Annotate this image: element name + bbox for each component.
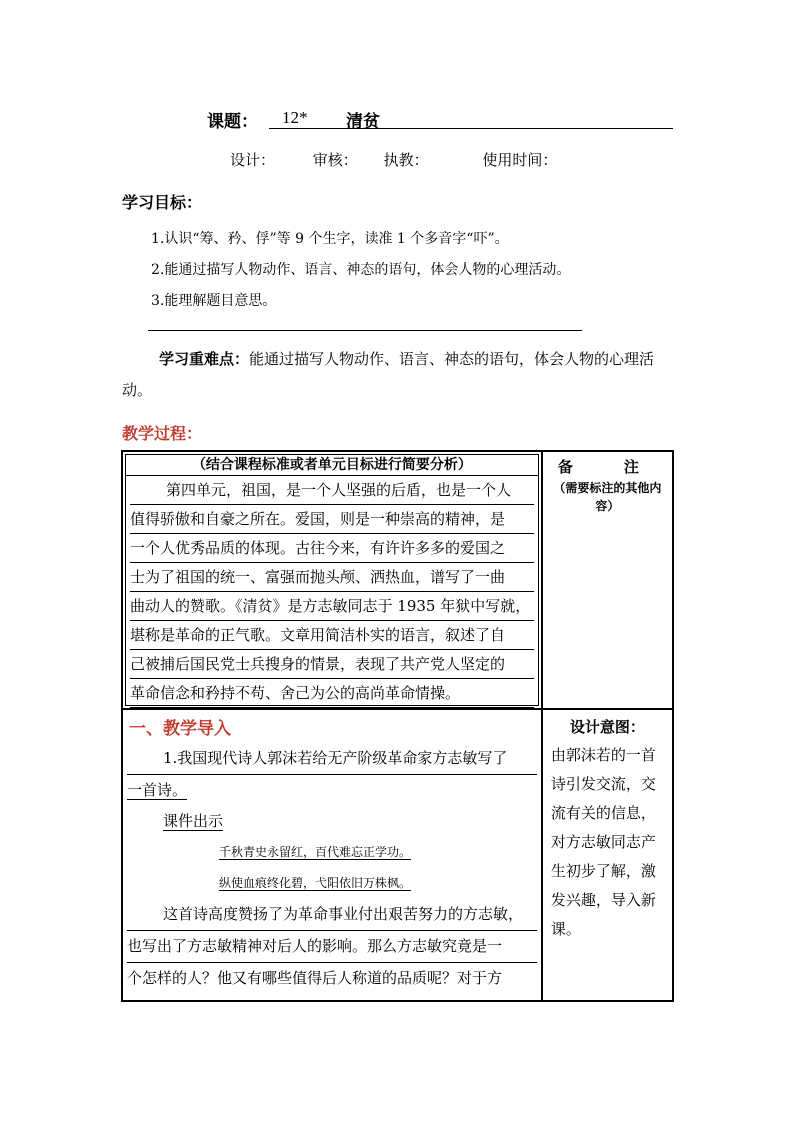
design-line: 由郭沫若的一首 [550, 746, 656, 764]
analysis-cell [122, 451, 542, 709]
section1-more-line: 个怎样的人？他又有哪些值得后人称道的品质呢？对于方 [127, 969, 503, 987]
analysis-line: 堪称是革命的正气歌。文章用简洁朴实的语言，叙述了自 [130, 621, 534, 650]
process-heading: 教学过程： [122, 424, 203, 443]
section1-line: 一首诗。 [127, 781, 188, 799]
analysis-line: 第四单元，祖国，是一个人坚强的后盾，也是一个人 [130, 476, 534, 505]
section1-line-wrap [127, 775, 537, 806]
poem-line-1-row [127, 837, 537, 868]
remarks-title: 备 注 [557, 458, 657, 476]
key-points-label: 学习重难点： [159, 350, 250, 368]
section1-title: 一、教学导入 [129, 719, 231, 739]
design-line: 对方志敏同志产 [550, 833, 656, 851]
design-line: 流有关的信息， [550, 804, 656, 822]
section1-more-line: 也写出了方志敏精神对后人的影响。那么方志敏究竟是一 [127, 931, 537, 963]
design-line: 生初步了解，激 [550, 862, 656, 880]
section1-line: 1.我国现代诗人郭沫若给无产阶级革命家方志敏写了 [127, 743, 537, 775]
remarks-note: （需要标注的其他内容） [553, 481, 662, 513]
divider [148, 330, 582, 331]
design-line: 诗引发交流，交 [550, 775, 656, 793]
section1-cell [122, 709, 542, 1001]
design-body [543, 737, 672, 948]
analysis-title: （结合课程标准或者单元目标进行简要分析） [126, 455, 538, 476]
objective-item-2: 2.能通过描写人物动作、语言、神态的语句，体会人物的心理活动。 [151, 262, 571, 278]
lesson-number: 12* [282, 108, 308, 127]
analysis-line: 革命信念和矜持不苟、舍己为公的高尚革命情操。 [130, 679, 534, 708]
title-label: 课题： [207, 112, 258, 132]
key-points-text: 能通过描写人物动作、语言、神态的语句，体会人物的心理活动。 [122, 350, 655, 399]
design-line: 发兴趣，导入新 [550, 891, 656, 909]
lesson-name: 清贫 [346, 112, 380, 132]
design-label: 设计： [230, 151, 276, 169]
objective-item-3: 3.能理解题目意思。 [151, 293, 277, 309]
remarks-cell [542, 451, 673, 709]
poem-line: 纵使血痕终化碧，弋阳依旧万株枫。 [219, 876, 412, 890]
design-line: 课。 [550, 920, 581, 938]
objectives-heading: 学习目标： [122, 193, 203, 212]
analysis-box [125, 454, 539, 706]
design-cell [542, 709, 673, 1001]
poem-line: 千秋青史永留红，百代难忘正学功。 [219, 845, 412, 859]
section1-more-line: 这首诗高度赞扬了为革命事业付出艰苦努力的方志敏， [127, 899, 537, 931]
analysis-line: 一个人优秀品质的体现。古往今来，有许许多多的爱国之 [130, 534, 534, 563]
analysis-line: 曲动人的赞歌。《清贫》是方志敏同志于 1935 年狱中写就， [130, 592, 534, 621]
analysis-line: 士为了祖国的统一、富强而抛头颅、洒热血，谱写了一曲 [130, 563, 534, 592]
analysis-line: 己被捕后国民党士兵搜身的情景，表现了共产党人坚定的 [130, 650, 534, 679]
courseware-row [127, 806, 537, 837]
design-title: 设计意图： [569, 718, 645, 736]
teach-label: 执教： [383, 151, 429, 169]
key-points [122, 344, 674, 406]
meta-line [230, 149, 557, 170]
review-label: 审核： [312, 151, 358, 169]
process-table [121, 450, 674, 1002]
analysis-paragraph [126, 476, 538, 708]
lesson-title [207, 107, 673, 132]
courseware-label: 课件出示 [163, 812, 224, 830]
analysis-line: 值得骄傲和自豪之所在。爱国，则是一种崇高的精神，是 [130, 505, 534, 534]
poem-line-2-row [127, 868, 537, 899]
objective-item-1: 1.认识“筹、矜、俘”等 9 个生字，读准 1 个多音字“吓”。 [151, 231, 509, 247]
time-label: 使用时间： [482, 151, 558, 169]
section1-paragraph [123, 743, 541, 994]
title-underline [269, 128, 673, 129]
